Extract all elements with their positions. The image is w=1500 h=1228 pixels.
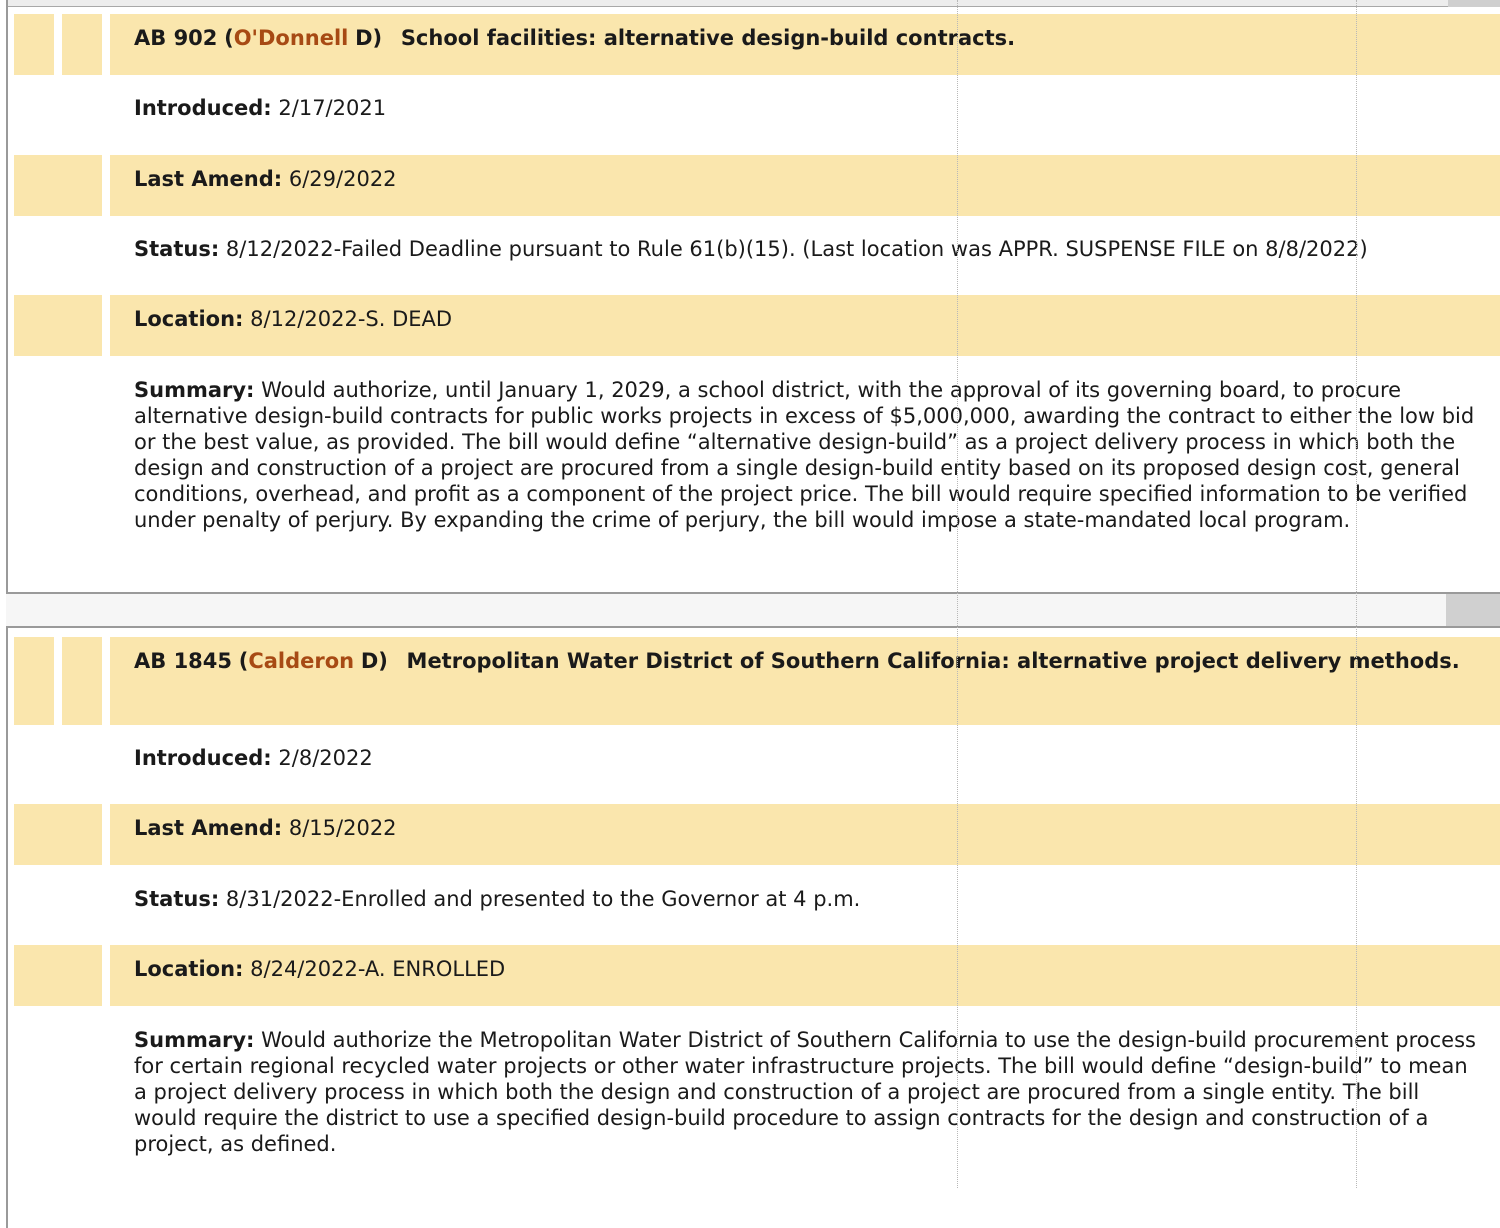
status-label: Status: bbox=[134, 887, 220, 911]
location-row bbox=[134, 956, 1478, 982]
indent-cell bbox=[14, 804, 102, 865]
indent-cell bbox=[62, 14, 102, 75]
indent-cell bbox=[14, 14, 54, 75]
bill-title: School facilities: alternative design-build contracts. bbox=[400, 26, 1016, 50]
indent-cell bbox=[14, 295, 102, 356]
location-text: 8/24/2022-A. ENROLLED bbox=[250, 957, 506, 981]
summary-text: Would authorize the Metropolitan Water District of Southern California to use the design-build procurement process for certain regional recycled water projects or other water infrastructure projects. The bill would define “design-build” to mean a project delivery process in which both the design and construction of a project are procured from a single entity. The bill would require the district to use a specified design-build procedure to assign contracts for the design and construction of a project, as defined. bbox=[134, 1028, 1476, 1156]
introduced-date: 2/17/2021 bbox=[278, 96, 387, 120]
indent-cell bbox=[14, 637, 54, 725]
last-amend-date: 8/15/2022 bbox=[288, 816, 397, 840]
summary-text: Would authorize, until January 1, 2029, a school district, with the approval of its governing board, to procure alternative design-build contracts for public works projects in excess of $5,000,000, awarding the contract to either the low bid or the best value, as provided. The bill would define “alternative design-build” as a project delivery process in which both the design and construction of a project are procured from a single design-build entity based on its proposed design cost, general conditions, overhead, and profit as a component of the project price. The bill would require specified information to be verified under penalty of perjury. By expanding the crime of perjury, the bill would impose a state-mandated local program. bbox=[134, 378, 1475, 532]
status-label: Status: bbox=[134, 237, 220, 261]
status-text: 8/31/2022-Enrolled and presented to the Governor at 4 p.m. bbox=[225, 887, 861, 911]
location-row bbox=[134, 306, 1478, 332]
status-row bbox=[134, 236, 1478, 262]
status-row bbox=[134, 886, 1478, 912]
top-border bbox=[8, 0, 1448, 7]
introduced-row bbox=[134, 95, 1478, 121]
last-amend-label: Last Amend: bbox=[134, 167, 283, 191]
last-amend-label: Last Amend: bbox=[134, 816, 283, 840]
bill-number: AB 902 bbox=[134, 26, 218, 50]
bill-entry bbox=[6, 0, 1500, 594]
party: D bbox=[360, 649, 379, 673]
guide-line bbox=[1356, 0, 1357, 1188]
bill-entry bbox=[6, 626, 1500, 1228]
introduced-date: 2/8/2022 bbox=[278, 746, 373, 770]
top-scroll-edge bbox=[1448, 0, 1500, 7]
summary-row bbox=[134, 1027, 1478, 1157]
location-label: Location: bbox=[134, 307, 244, 331]
indent-cell bbox=[14, 155, 102, 216]
introduced-label: Introduced: bbox=[134, 746, 272, 770]
last-amend-row bbox=[134, 166, 1478, 192]
separator bbox=[6, 594, 1500, 626]
indent-cell bbox=[14, 945, 102, 1006]
introduced-label: Introduced: bbox=[134, 96, 272, 120]
bill-heading: AB 902 (O'Donnell D) School facilities: alternative design-build contracts. bbox=[134, 26, 1016, 50]
bill-number: AB 1845 bbox=[134, 649, 233, 673]
bill-heading: AB 1845 (Calderon D) Metropolitan Water District of Southern California: alternative project delivery methods. bbox=[134, 649, 1460, 673]
location-label: Location: bbox=[134, 957, 244, 981]
last-amend-row bbox=[134, 815, 1478, 841]
party: D bbox=[355, 26, 373, 50]
summary-row bbox=[134, 377, 1478, 533]
indent-cell bbox=[62, 637, 102, 725]
author-link[interactable]: O'Donnell bbox=[233, 26, 349, 50]
summary-label: Summary: bbox=[134, 378, 255, 402]
status-text: 8/12/2022-Failed Deadline pursuant to Rule 61(b)(15). (Last location was APPR. SUSPENSE FILE on 8/8/2022) bbox=[225, 237, 1368, 261]
location-text: 8/12/2022-S. DEAD bbox=[250, 307, 453, 331]
bill-title: Metropolitan Water District of Southern California: alternative project delivery methods. bbox=[406, 649, 1460, 673]
author-link[interactable]: Calderon bbox=[248, 649, 355, 673]
last-amend-date: 6/29/2022 bbox=[288, 167, 397, 191]
guide-line bbox=[957, 0, 958, 1188]
summary-label: Summary: bbox=[134, 1028, 255, 1052]
introduced-row bbox=[134, 745, 1478, 771]
scroll-edge bbox=[1446, 594, 1500, 628]
